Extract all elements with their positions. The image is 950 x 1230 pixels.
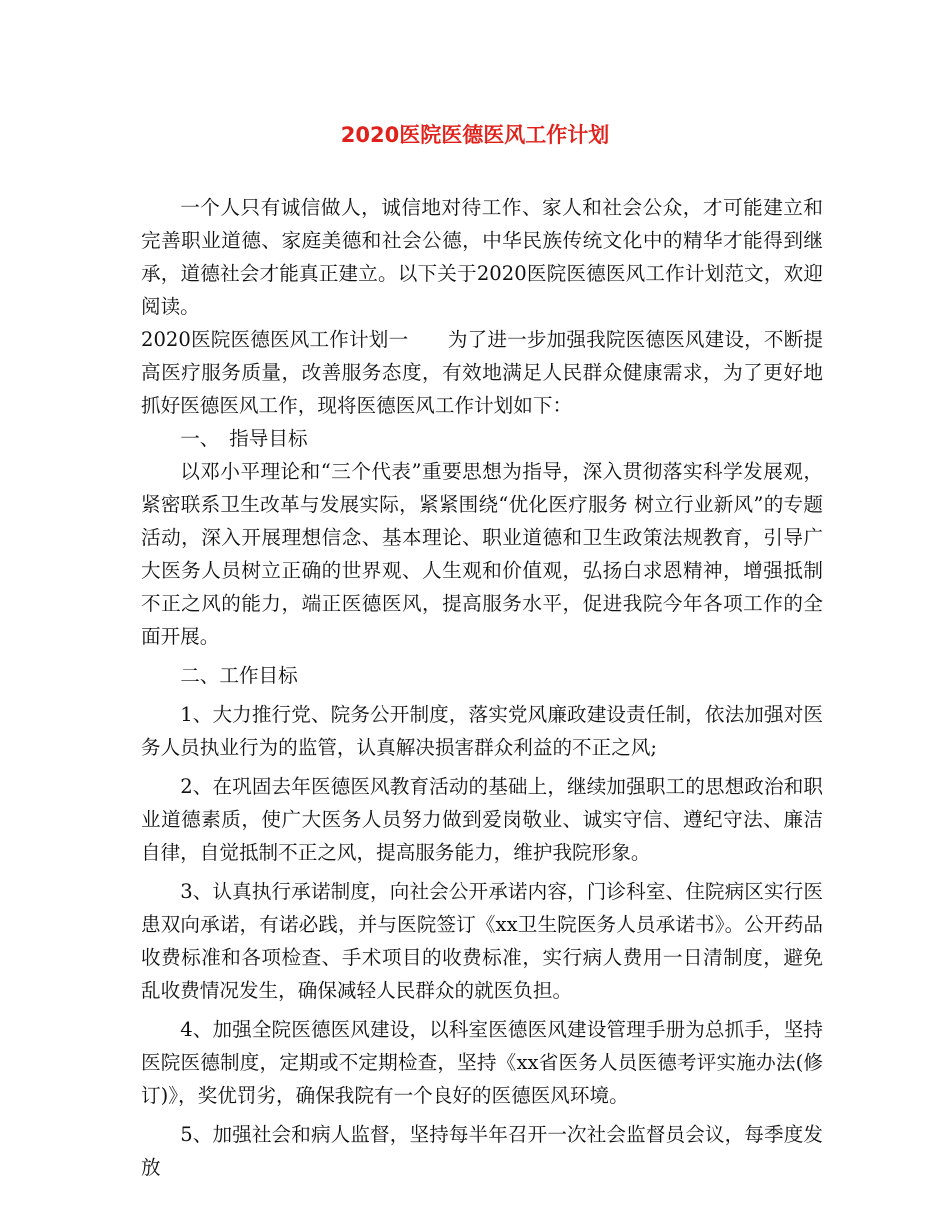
work-goal-item-3: 3、认真执行承诺制度，向社会公开承诺内容，门诊科室、住院病区实行医患双向承诺，有诺必践，并与医院签订《xx卫生院医务人员承诺书》。公开药品收费标准和各项检查、手术项目的收费标准，实行病人费用一日清制度，避免乱收费情况发生，确保减轻人民群众的就医负担。: [141, 880, 823, 1002]
intro-paragraph: 一个人只有诚信做人，诚信地对待工作、家人和社会公众，才可能建立和完善职业道德、家庭美德和社会公德，中华民族传统文化中的精华才能得到继承，道德社会才能真正建立。以下关于2020医院医德医风工作计划范文，欢迎阅读。: [141, 196, 823, 318]
work-goal-item-5: 5、加强社会和病人监督，坚持每半年召开一次社会监督员会议，每季度发放: [141, 1123, 823, 1179]
document-body: [141, 191, 823, 1184]
work-goal-item-4: 4、加强全院医德医风建设，以科室医德医风建设管理手册为总抓手，坚持医院医德制度，定期或不定期检查，坚持《xx省医务人员医德考评实施办法(修订)》，奖优罚劣，确保我院有一个良好的医德医风环境。: [141, 1018, 823, 1107]
guiding-goal-paragraph: 以邓小平理论和“三个代表”重要思想为指导，深入贯彻落实科学发展观，紧密联系卫生改革与发展实际，紧紧围绕“优化医疗服务 树立行业新风”的专题活动，深入开展理想信念、基本理论、职业道德和卫生政策法规教育，引导广大医务人员树立正确的世界观、人生观和价值观，弘扬白求恩精神，增强抵制不正之风的能力，端正医德医风，提高服务水平，促进我院今年各项工作的全面开展。: [141, 460, 823, 648]
section-heading-work-goal: 二、工作目标: [180, 664, 298, 687]
work-goal-item-1: 1、大力推行党、院务公开制度，落实党风廉政建设责任制，依法加强对医务人员执业行为的监管，认真解决损害群众利益的不正之风;: [141, 703, 823, 759]
section-heading-guiding-goal: 一、 指导目标: [180, 427, 308, 450]
plan-one-paragraph: 2020医院医德医风工作计划一 为了进一步加强我院医德医风建设，不断提高医疗服务质量，改善服务态度，有效地满足人民群众健康需求，为了更好地抓好医德医风工作，现将医德医风工作计划如下：: [141, 328, 823, 417]
work-goal-item-2: 2、在巩固去年医德医风教育活动的基础上，继续加强职工的思想政治和职业道德素质，使广大医务人员努力做到爱岗敬业、诚实守信、遵纪守法、廉洁自律，自觉抵制不正之风，提高服务能力，维护我院形象。: [141, 775, 823, 864]
document-title: 2020医院医德医风工作计划: [340, 123, 610, 147]
